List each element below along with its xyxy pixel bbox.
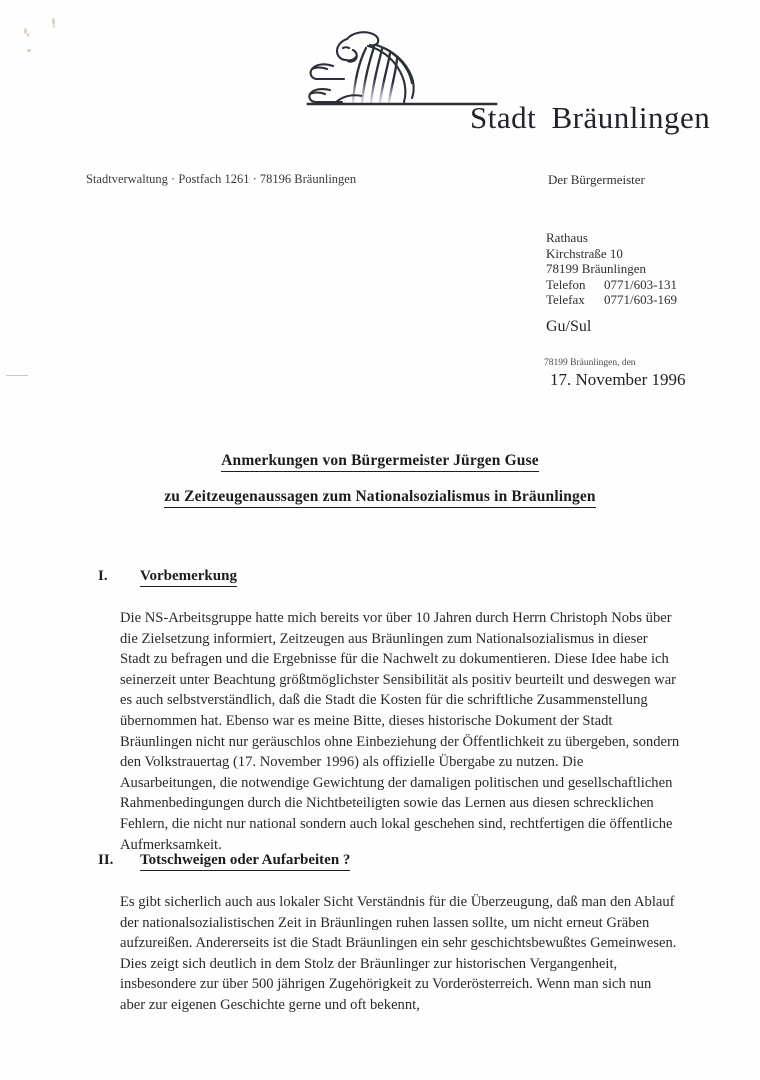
fold-mark (6, 375, 28, 376)
contact-fax (546, 292, 677, 308)
fax-label: Telefax (546, 292, 585, 308)
section-heading (98, 568, 698, 590)
contact-building: Rathaus (546, 230, 588, 245)
fax-value: 0771/603-169 (604, 292, 677, 308)
return-address-line: Stadtverwaltung · Postfach 1261 · 78196 Bräunlingen (86, 172, 357, 186)
sender-role: Der Bürgermeister (548, 172, 645, 187)
section-title: Vorbemerkung (140, 568, 237, 587)
section-vorbemerkung (98, 568, 698, 855)
scan-speck (52, 18, 55, 25)
phone-value: 0771/603-131 (604, 276, 677, 292)
contact-phone (546, 277, 677, 293)
section-totschweigen-oder-aufarbeiten (98, 852, 698, 1016)
contact-block (546, 230, 677, 308)
letterhead (0, 26, 760, 135)
place-date-label: 78199 Bräunlingen, den (544, 358, 636, 368)
organization-title: Stadt Bräunlingen (470, 100, 711, 135)
contact-street: Kirchstraße 10 (546, 245, 623, 261)
document-title (0, 452, 760, 508)
section-body-text: Es gibt sicherlich auch aus lokaler Sicht Verständnis für die Überzeugung, daß man den Ablauf der nationalsozialistischen Zeit in Bräunlingen ruhen lassen sollte, um nicht erneut Gräben aufzureißen. Andererseits ist die Stadt Bräunlingen ein sehr geschichtsbewußtes Gemeinwesen. Dies zeigt sich deutlich in dem Stolz der Bräunlinger zur historischen Vergangenheit, insbesondere zur über 500 jährigen Zugehörigkeit zu Vorderösterreich. Wenn man sich nun aber zur eigenen Geschichte gerne und oft bekennt, (120, 894, 677, 1013)
section-heading (98, 852, 698, 874)
reference-code: Gu/Sul (546, 318, 592, 335)
document-title-line-2: zu Zeitzeugenaussagen zum Nationalsozialismus in Bräunlingen (164, 488, 595, 508)
contact-city: 78199 Bräunlingen (546, 261, 647, 277)
document-title-line-1: Anmerkungen von Bürgermeister Jürgen Guse (221, 452, 539, 472)
section-body-text: Die NS-Arbeitsgruppe hatte mich bereits vor über 10 Jahren durch Herrn Christoph Nobs über die Zielsetzung informiert, Zeitzeugen aus Bräunlingen zum Nationalsozialismus in dieser Stadt zu befragen und die Ergebnisse für die Nachwelt zu dokumentieren. Diese Idee habe ich seinerzeit unter Beachtung größtmöglichster Sensibilität als positiv beurteilt und deswegen war es auch selbstverständlich, daß die Stadt die Kosten für die schriftliche Zusammenstellung übernommen hat. Ebenso war es meine Bitte, dieses historische Dokument der Stadt Bräunlingen nicht nur geräuschlos ohne Einbeziehung der Öffentlichkeit zu übergeben, sondern den Volkstrauertag (17. November 1996) als offizielle Übergabe zu nutzen. Die Ausarbeitungen, die notwendige Gewichtung der damaligen politischen und gesellschaftlichen Rahmenbedingungen durch die Nichtbeteiligten sowie das Lernen aus diesen schrecklichen Fehlern, die nicht nur national sondern auch lokal geschehen sind, rechtfertigen die öffentliche Aufmerksamkeit. (120, 610, 680, 853)
document-date: 17. November 1996 (550, 370, 686, 389)
phone-label: Telefon (546, 276, 586, 292)
section-title: Totschweigen oder Aufarbeiten ? (140, 852, 350, 871)
section-number: II. (98, 852, 114, 868)
section-number: I. (98, 568, 108, 584)
